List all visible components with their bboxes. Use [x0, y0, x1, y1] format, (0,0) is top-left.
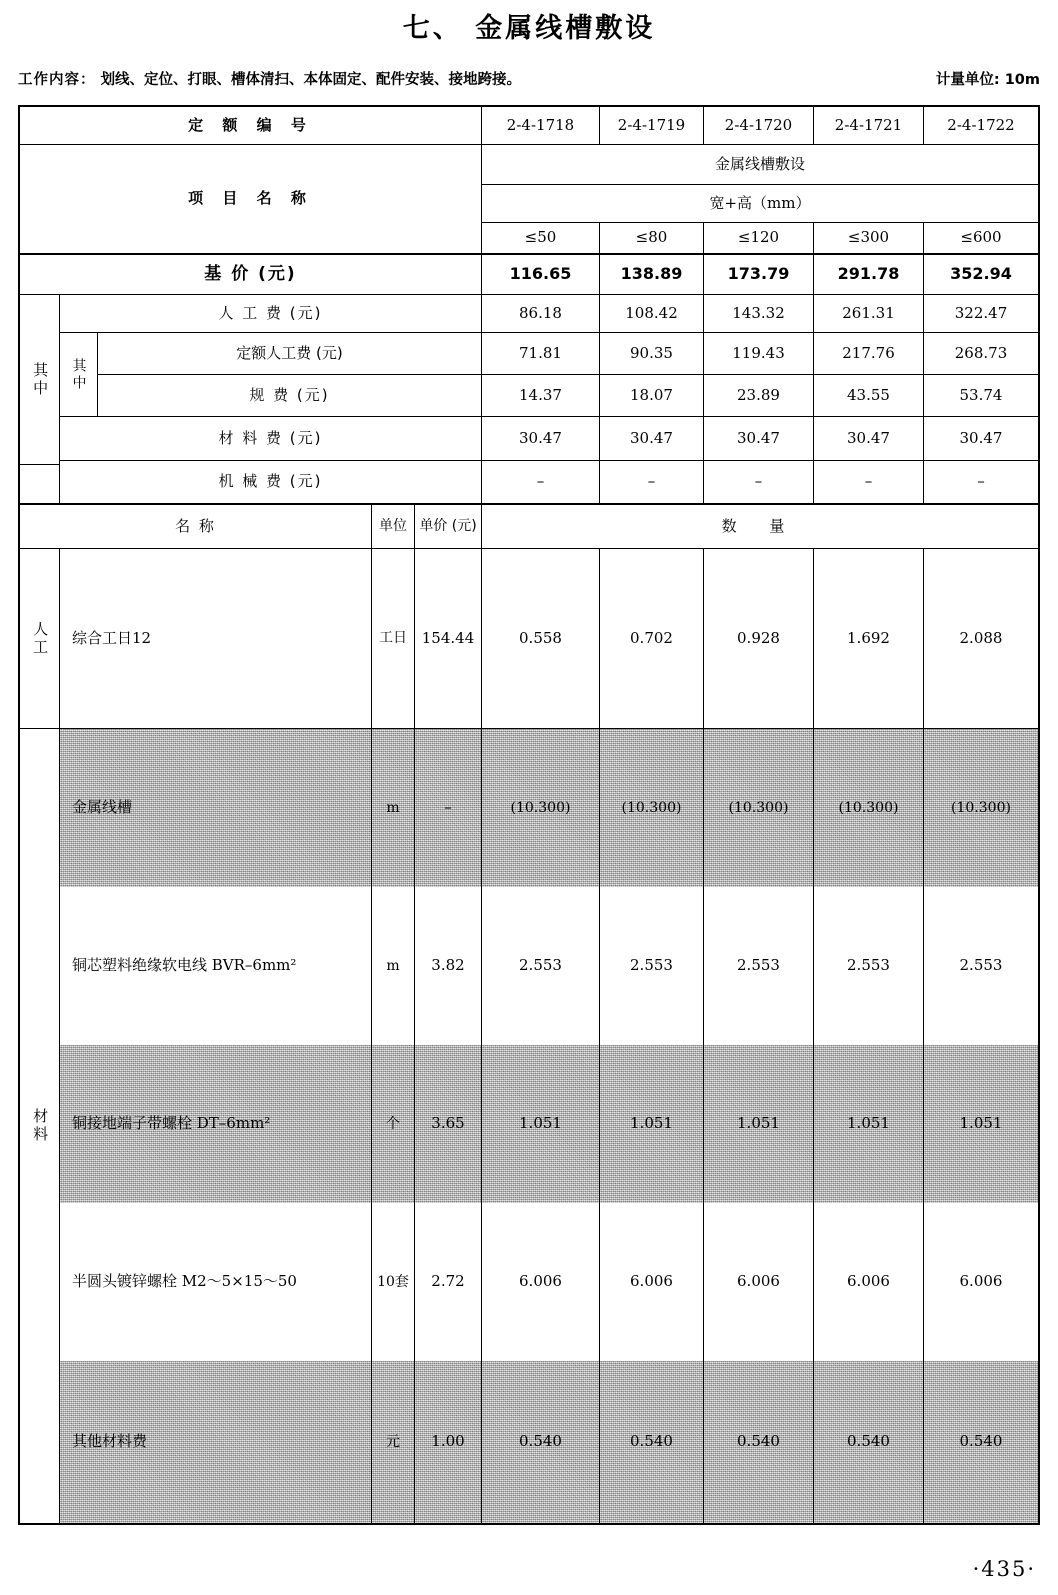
material-row-value-3-0: 6.006 — [482, 1203, 600, 1361]
work-content-label: 工作内容： — [18, 72, 96, 88]
material-row-value-0-0: (10.300) — [482, 729, 600, 887]
material-row-value-1-0: 2.553 — [482, 887, 600, 1045]
row-label-material-fee: 材 料 费 (元) — [60, 417, 482, 461]
page-title: 七、 金属线槽敷设 — [402, 13, 656, 44]
material-fee-0: 30.47 — [482, 417, 600, 461]
material-row-value-1-2: 2.553 — [704, 887, 814, 1045]
labor-fee-4: 322.47 — [924, 295, 1038, 333]
regulation-fee-0: 14.37 — [482, 375, 600, 417]
row-label-base-price: 基 价 (元) — [20, 255, 482, 295]
material-row-value-4-3: 0.540 — [814, 1361, 924, 1523]
quota-labor-fee-1: 90.35 — [600, 333, 704, 375]
base-price-1: 138.89 — [600, 255, 704, 295]
material-row-value-2-4: 1.051 — [924, 1045, 1038, 1203]
labor-row-unitprice-0: 154.44 — [415, 549, 482, 729]
material-fee-3: 30.47 — [814, 417, 924, 461]
spec-value-1: ≤80 — [600, 223, 704, 255]
material-row-unit-3: 10套 — [372, 1203, 415, 1361]
labor-row-name-0: 综合工日12 — [60, 549, 372, 729]
material-row-value-2-2: 1.051 — [704, 1045, 814, 1203]
labor-row-value-0-4: 2.088 — [924, 549, 1038, 729]
page-number: ·435· — [972, 1557, 1036, 1581]
base-price-2: 173.79 — [704, 255, 814, 295]
code-cell-0: 2-4-1718 — [482, 107, 600, 145]
spec-value-4: ≤600 — [924, 223, 1038, 255]
spec-value-3: ≤300 — [814, 223, 924, 255]
quota-table — [18, 105, 1040, 1525]
base-price-4: 352.94 — [924, 255, 1038, 295]
work-content — [18, 68, 521, 89]
group-label-labor: 人工 — [20, 549, 60, 729]
material-row-unitprice-1: 3.82 — [415, 887, 482, 1045]
row-label-code: 定 额 编 号 — [20, 107, 482, 145]
material-row-value-1-1: 2.553 — [600, 887, 704, 1045]
measure-unit-label: 计量单位: 10m — [935, 72, 1040, 88]
material-row-value-2-3: 1.051 — [814, 1045, 924, 1203]
row-label-among-outer: 其中 — [20, 295, 60, 465]
among-outer-bottom-border — [20, 461, 60, 505]
material-row-value-4-2: 0.540 — [704, 1361, 814, 1523]
material-row-value-3-1: 6.006 — [600, 1203, 704, 1361]
base-price-0: 116.65 — [482, 255, 600, 295]
code-cell-1: 2-4-1719 — [600, 107, 704, 145]
material-row-name-1: 铜芯塑料绝缘软电线 BVR–6mm² — [60, 887, 372, 1045]
code-cell-3: 2-4-1721 — [814, 107, 924, 145]
code-cell-4: 2-4-1722 — [924, 107, 1038, 145]
labor-row-unit-0: 工日 — [372, 549, 415, 729]
labor-fee-0: 86.18 — [482, 295, 600, 333]
labor-row-value-0-1: 0.702 — [600, 549, 704, 729]
regulation-fee-4: 53.74 — [924, 375, 1038, 417]
row-label-project-name: 项 目 名 称 — [20, 145, 482, 255]
material-row-value-0-4: (10.300) — [924, 729, 1038, 887]
work-content-value: 划线、定位、打眼、槽体清扫、本体固定、配件安装、接地跨接。 — [100, 72, 522, 88]
project-title: 金属线槽敷设 — [482, 145, 1038, 185]
material-row-unitprice-4: 1.00 — [415, 1361, 482, 1523]
material-row-unitprice-2: 3.65 — [415, 1045, 482, 1203]
material-row-value-0-1: (10.300) — [600, 729, 704, 887]
material-row-value-4-1: 0.540 — [600, 1361, 704, 1523]
labor-row-value-0-3: 1.692 — [814, 549, 924, 729]
labor-fee-2: 143.32 — [704, 295, 814, 333]
col-header-name: 名 称 — [20, 505, 372, 549]
material-row-value-4-4: 0.540 — [924, 1361, 1038, 1523]
material-fee-4: 30.47 — [924, 417, 1038, 461]
material-row-name-4: 其他材料费 — [60, 1361, 372, 1523]
material-row-value-0-2: (10.300) — [704, 729, 814, 887]
material-fee-2: 30.47 — [704, 417, 814, 461]
group-label-material: 材料 — [20, 729, 60, 1523]
material-row-value-3-2: 6.006 — [704, 1203, 814, 1361]
row-label-labor-fee: 人 工 费 (元) — [60, 295, 482, 333]
material-row-unit-4: 元 — [372, 1361, 415, 1523]
material-row-name-3: 半圆头镀锌螺栓 M2～5×15～50 — [60, 1203, 372, 1361]
labor-row-value-0-2: 0.928 — [704, 549, 814, 729]
row-label-among-inner: 其中 — [60, 333, 98, 417]
material-row-value-2-0: 1.051 — [482, 1045, 600, 1203]
material-row-value-1-3: 2.553 — [814, 887, 924, 1045]
material-row-value-2-1: 1.051 — [600, 1045, 704, 1203]
spec-value-2: ≤120 — [704, 223, 814, 255]
regulation-fee-2: 23.89 — [704, 375, 814, 417]
material-row-value-0-3: (10.300) — [814, 729, 924, 887]
base-price-3: 291.78 — [814, 255, 924, 295]
spec-label: 宽+高（mm） — [482, 185, 1038, 223]
labor-fee-1: 108.42 — [600, 295, 704, 333]
material-row-unitprice-0: – — [415, 729, 482, 887]
quota-labor-fee-2: 119.43 — [704, 333, 814, 375]
machine-fee-2: – — [704, 461, 814, 505]
col-header-unit-price: 单价 (元) — [415, 505, 482, 549]
material-row-unit-2: 个 — [372, 1045, 415, 1203]
material-row-value-3-3: 6.006 — [814, 1203, 924, 1361]
code-cell-2: 2-4-1720 — [704, 107, 814, 145]
material-row-unit-1: m — [372, 887, 415, 1045]
col-header-unit: 单位 — [372, 505, 415, 549]
material-row-unit-0: m — [372, 729, 415, 887]
quota-labor-fee-4: 268.73 — [924, 333, 1038, 375]
regulation-fee-3: 43.55 — [814, 375, 924, 417]
machine-fee-1: – — [600, 461, 704, 505]
machine-fee-3: – — [814, 461, 924, 505]
row-label-regulation-fee: 规 费 (元) — [98, 375, 482, 417]
row-label-machine-fee: 机 械 费 (元) — [60, 461, 482, 505]
regulation-fee-1: 18.07 — [600, 375, 704, 417]
work-content-header — [18, 68, 1040, 90]
quota-labor-fee-3: 217.76 — [814, 333, 924, 375]
material-row-name-2: 铜接地端子带螺栓 DT–6mm² — [60, 1045, 372, 1203]
row-label-quota-labor-fee: 定额人工费 (元) — [98, 333, 482, 375]
material-row-value-3-4: 6.006 — [959, 1272, 1003, 1291]
material-row-name-0: 金属线槽 — [60, 729, 372, 887]
labor-fee-3: 261.31 — [814, 295, 924, 333]
machine-fee-4: – — [924, 461, 1038, 505]
col-header-quantity: 数 量 — [482, 505, 1038, 549]
material-row-value-1-4: 2.553 — [959, 956, 1003, 975]
material-row-unitprice-3: 2.72 — [415, 1203, 482, 1361]
material-row-value-4-0: 0.540 — [482, 1361, 600, 1523]
machine-fee-0: – — [482, 461, 600, 505]
labor-row-value-0-0: 0.558 — [482, 549, 600, 729]
quota-labor-fee-0: 71.81 — [482, 333, 600, 375]
material-fee-1: 30.47 — [600, 417, 704, 461]
spec-value-0: ≤50 — [482, 223, 600, 255]
